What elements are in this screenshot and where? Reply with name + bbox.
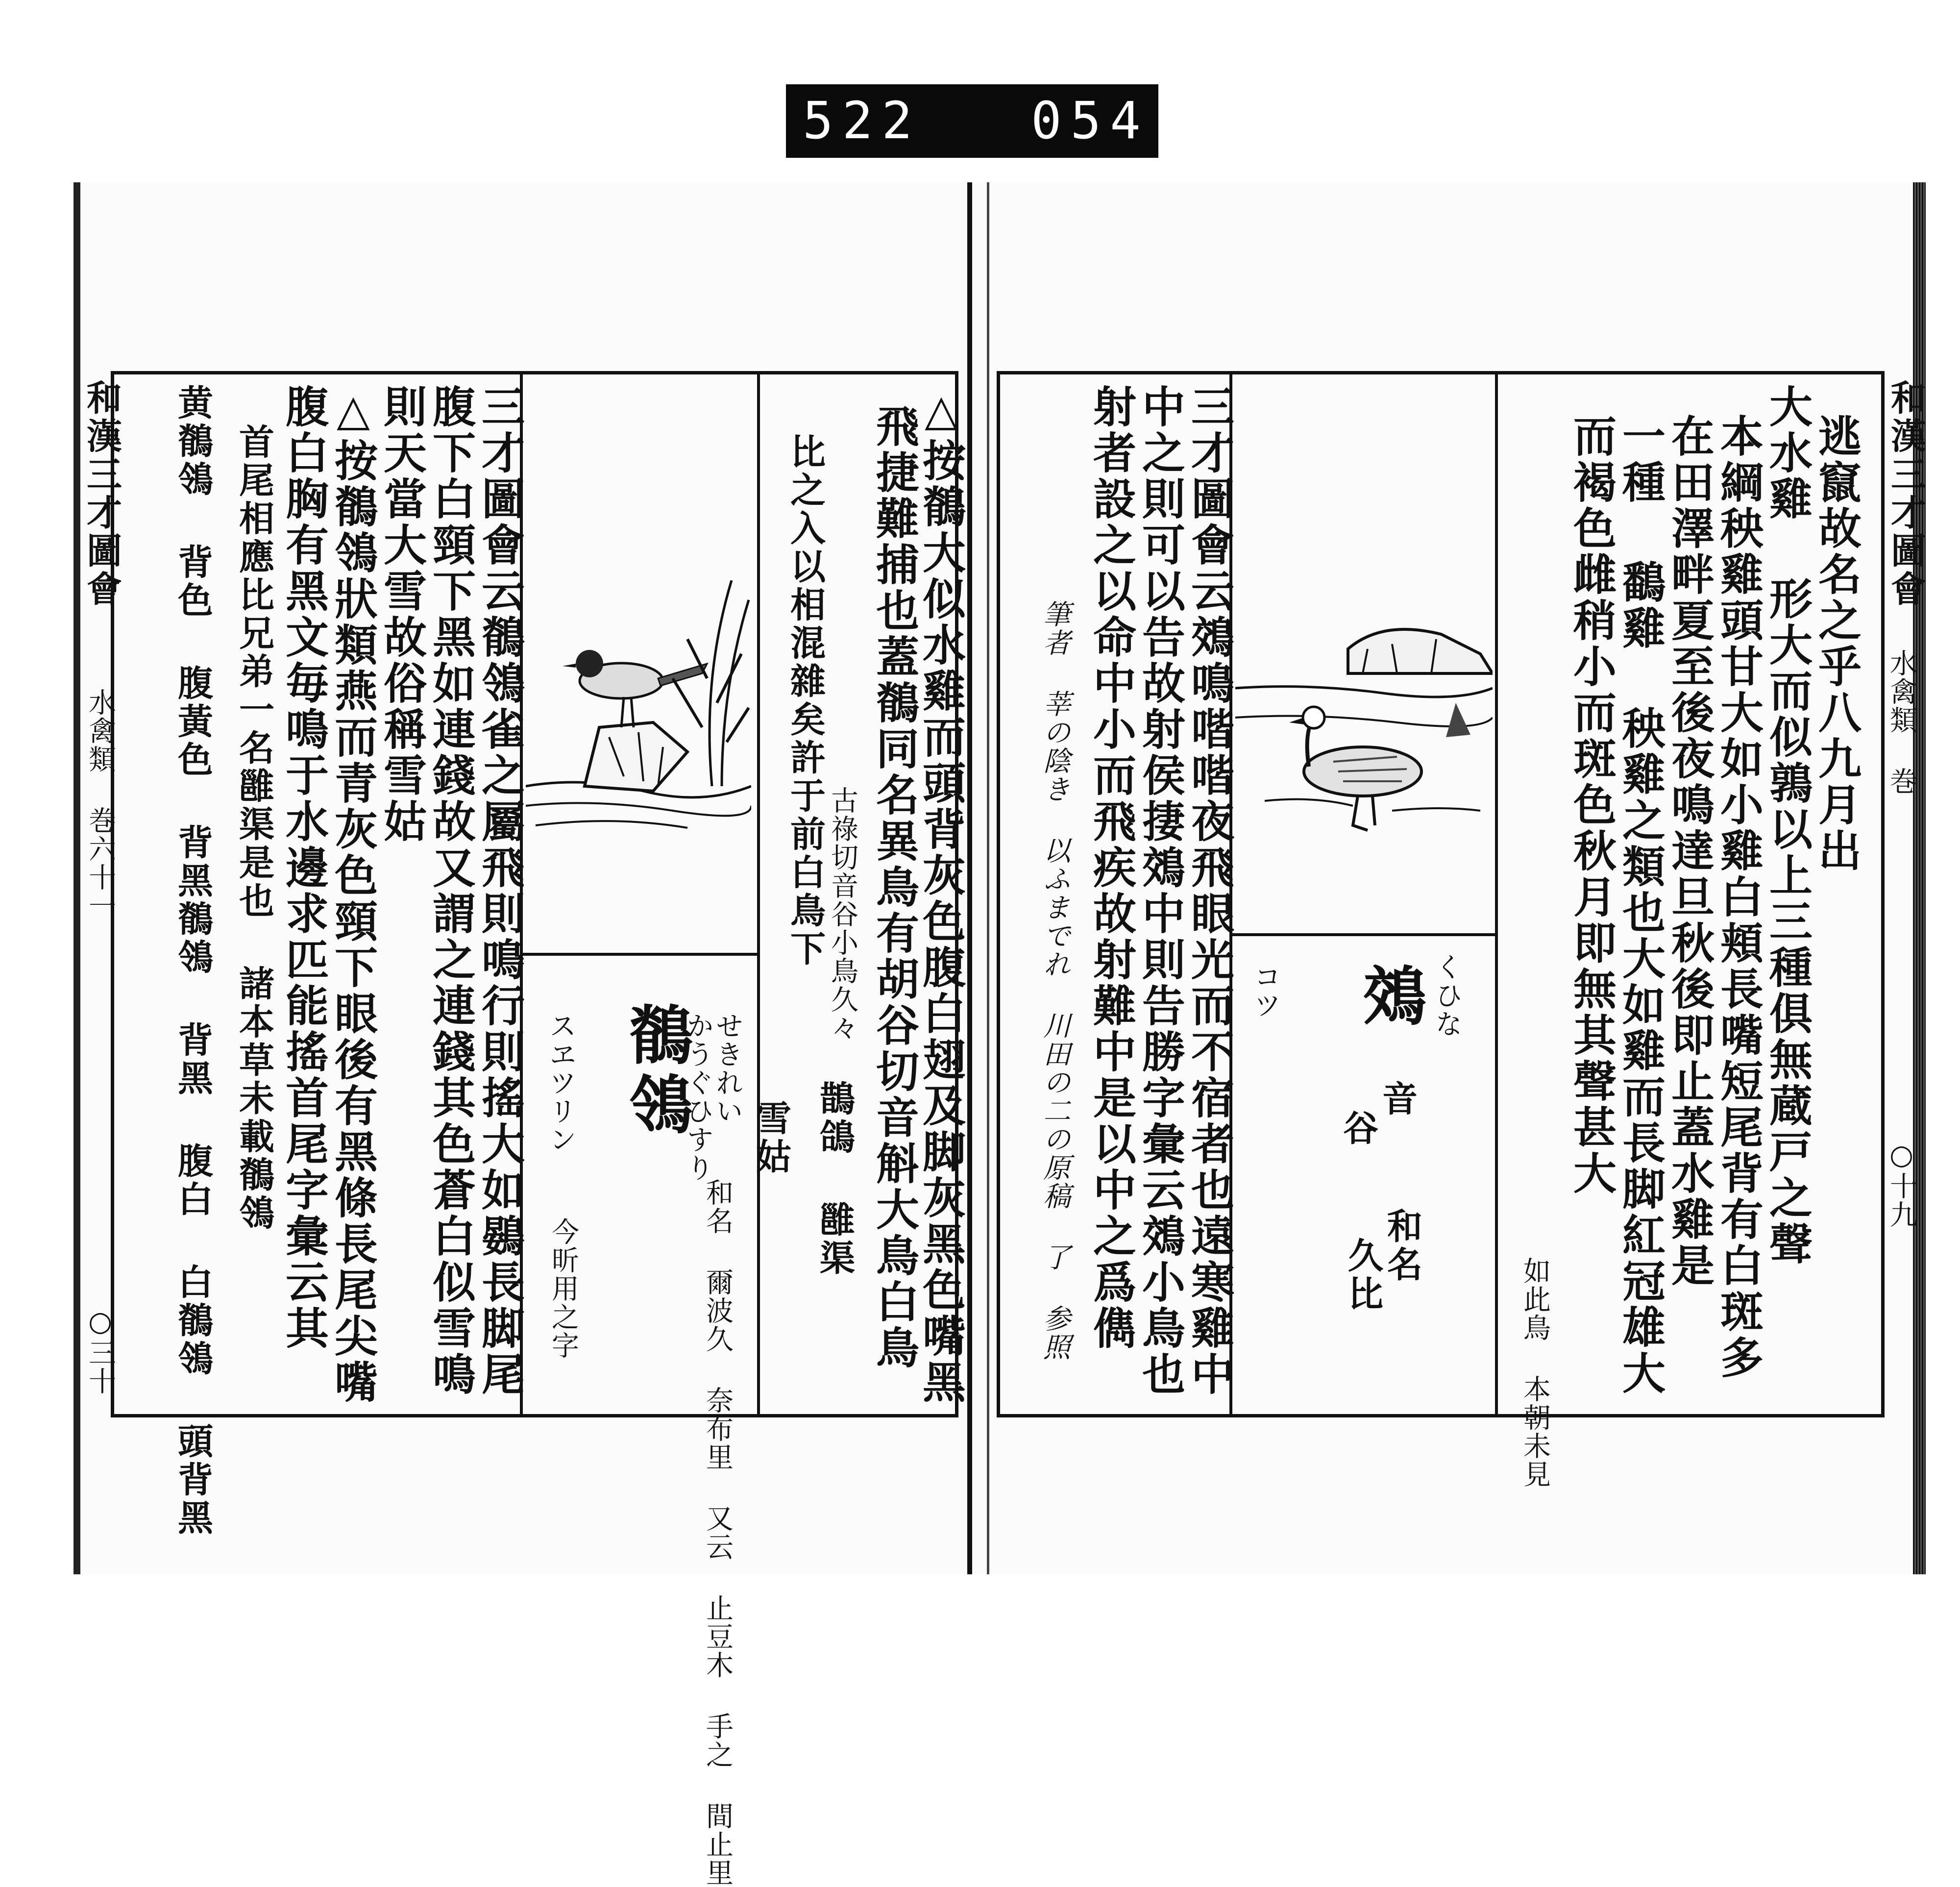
left-note-col-2: 腹下白頸下黑如連錢故又謂之連錢其色蒼白似雪鳴: [426, 384, 477, 1398]
left-note-col-1: 三才圖會云鶺鴒雀之屬飛則鳴行則搖大如鷃長脚尾: [475, 384, 526, 1398]
duck-illustration: [1235, 600, 1493, 845]
book-gutter-shadow: [987, 182, 989, 1574]
left-alias-4: 今昕用之字: [547, 1217, 579, 1360]
right-page-number: ○十九: [1886, 1139, 1917, 1229]
film-number-left: 522: [803, 91, 921, 150]
left-note-col-3: 則天當大雪故俗稱雪姑: [377, 384, 428, 845]
left-note-col-7: 黄鶺鴒 背色 腹黃色 背黑鶺鴒 背黑 腹白 白鶺鴒 頭背黑: [172, 384, 214, 1538]
right-entry-title: 鵁: [1352, 963, 1427, 1032]
left-entry-title: 鶺鴒: [618, 1002, 693, 1141]
left-page-header-sub: 水禽類 巻六十一: [84, 688, 116, 920]
left-text-col-1: △按鶺大似水雞而頭背灰色腹白翅及脚灰黑色嘴黑: [916, 384, 967, 1406]
left-text-col-2: 飛捷難捕也蓋鶺同名異鳥有胡谷切音斛大鳥白鳥: [869, 404, 920, 1371]
right-text-col-3: 本綱秧雞頭甘大如小雞白頬長嘴短尾背有白斑多: [1714, 414, 1764, 1381]
right-text-col-6: 而褐色雌稍小而斑色秋月即無其聲甚大: [1567, 414, 1617, 1197]
right-text-col-5: 一種 鷭雞 秧雞之類也大如雞而長脚紅冠雄大: [1616, 414, 1666, 1397]
right-text-col-1: 逃竄故名之乎八九月出: [1812, 414, 1862, 874]
wagtail-illustration: [526, 580, 751, 835]
left-entry-reading-2: かうぐひすり: [682, 1012, 714, 1182]
left-page-number: ○三十: [84, 1306, 116, 1395]
left-entry-reading: せきれい: [711, 1012, 743, 1125]
right-text-col-2: 大水雞 形大而似鶉以上三種俱無蔵戸之聲: [1763, 384, 1813, 1267]
right-entry-onyomi-label: 音: [1376, 1080, 1418, 1118]
left-text-col-3: 古祿切音谷小鳥久々: [827, 786, 858, 1042]
right-col-rule-1: [1495, 374, 1498, 1414]
right-text-col-7: 如此鳥 本朝未見: [1519, 1257, 1551, 1489]
film-frame-label: [786, 84, 1189, 158]
left-alias-2: 雪姑: [750, 1100, 792, 1176]
right-entry-reading: くひな: [1431, 953, 1463, 1038]
left-entry-kana: スヱツリン: [545, 1012, 577, 1154]
right-entry-kana: コツ: [1250, 963, 1281, 1019]
right-note-col-2: 中之則可以告故射侯捿鵁中則告勝字彙云鵁小鳥也: [1135, 384, 1186, 1398]
right-entry-wamei: 久比: [1342, 1237, 1384, 1314]
right-entry-onyomi: 谷: [1337, 1110, 1379, 1148]
right-page-header: 和漢三才圖會: [1885, 379, 1927, 609]
left-text-col-4: 比之入以相混雜矣許于前白鳥下: [784, 433, 826, 968]
open-book: [74, 182, 1927, 1887]
left-col-rule-1: [757, 374, 760, 1414]
right-page-header-sub: 水禽類 巻: [1886, 649, 1917, 795]
left-page-frame: [81, 371, 967, 1887]
left-alias-1: 鵲鴿 雝渠: [814, 1080, 856, 1278]
left-alias-3: 和名 爾波久 奈布里 又云 止豆木 手之 間止里: [702, 1178, 734, 1887]
film-number-right: 054.: [1031, 91, 1189, 150]
right-text-col-4: 在田澤畔夏至後夜鳴達旦秋後即止蓋水雞是: [1665, 414, 1715, 1289]
left-h-rule: [520, 953, 757, 956]
left-page-header: 和漢三才圖會: [81, 379, 122, 609]
right-note-col-1: 三才圖會云鵁鳴喈喈夜飛眼光而不宿者也遠寒雞中: [1184, 384, 1235, 1398]
right-entry-wamei-label: 和名: [1381, 1208, 1423, 1284]
book-gutter: [967, 182, 972, 1574]
handwritten-annotation: 筆者 莘の陰き 以ふまでれ 川田の二の原稿 了 参照: [1039, 600, 1071, 1361]
left-note-col-4: △按鶺鴒狀類燕而青灰色頸下眼後有黑條長尾尖嘴: [328, 384, 379, 1406]
right-page-frame: [997, 371, 1927, 1489]
left-note-col-6: 首尾相應比兄弟一名雝渠是也 諸本草未載鶺鴒: [233, 423, 275, 1233]
right-note-col-3: 射者設之以命中小而飛疾故射難中是以中之爲儁: [1086, 384, 1137, 1352]
right-h-rule: [1229, 933, 1495, 936]
left-note-col-5: 腹白胸有黑文毎鳴于水邊求匹能搖首尾字彙云其: [279, 384, 330, 1352]
